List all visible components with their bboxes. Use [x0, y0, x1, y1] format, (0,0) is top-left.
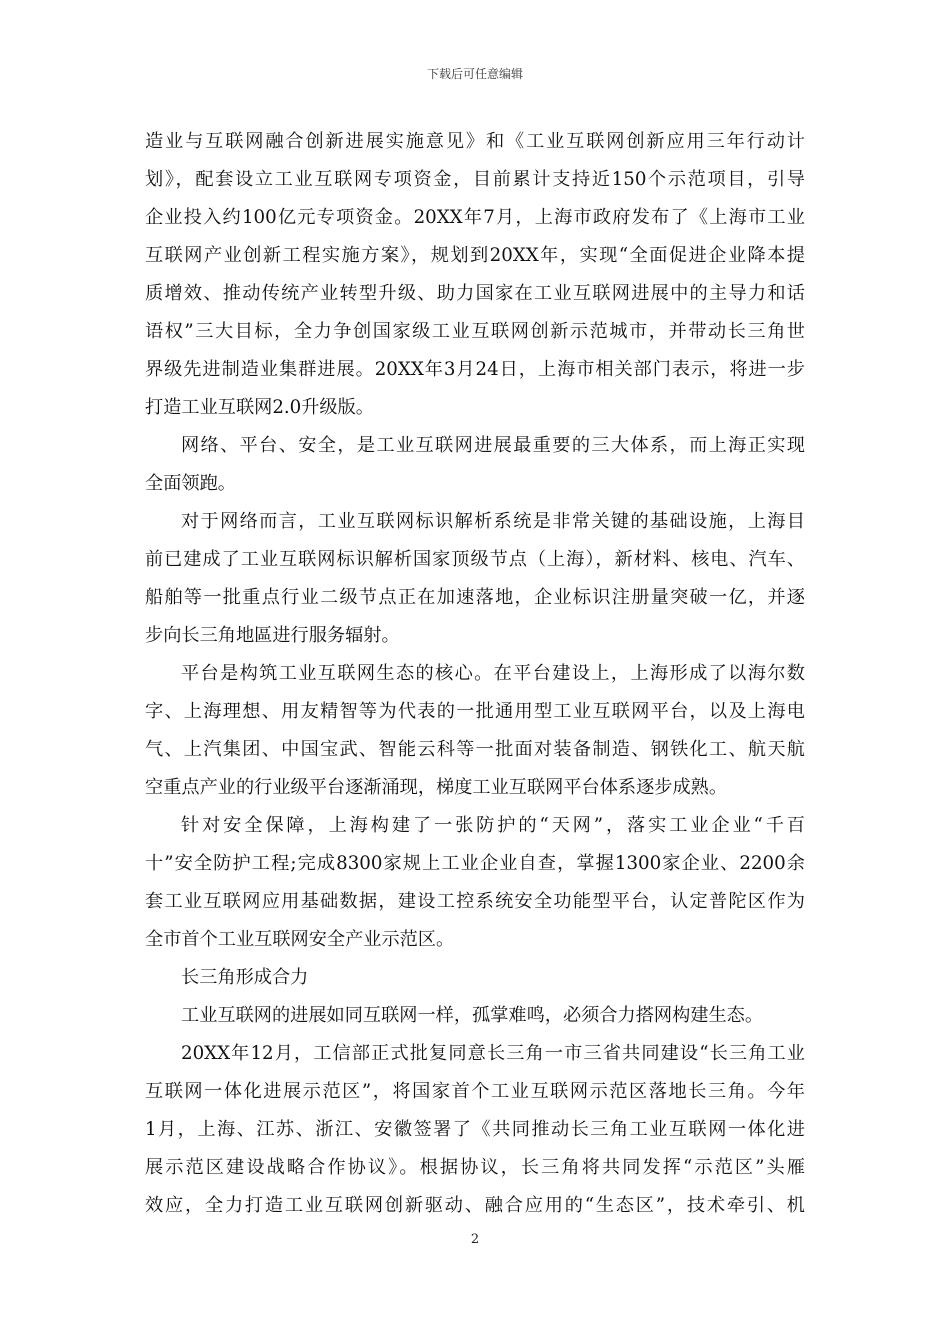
body-text-line: 工业互联网的进展如同互联网一样，孤掌难鸣，必须合力搭网构建生态。 — [181, 1005, 764, 1026]
page-header: 下载后可任意编辑 — [426, 67, 523, 81]
body-text-line: 质增效、推动传统产业转型升级、助力国家在工业互联网进展中的主导力和话 — [145, 283, 805, 304]
body-text-line: 划》，配套设立工业互联网专项资金，目前累计支持近150个示范项目，引导 — [145, 169, 805, 190]
body-text-line: 打造工业互联网2.0升级版。 — [145, 397, 374, 418]
body-text-line: 1月，上海、江苏、浙江、安徽签署了《共同推动长三角工业互联网一体化进 — [145, 1119, 805, 1140]
body-text-line: 套工业互联网应用基础数据，建设工控系统安全功能型平台，认定普陀区作为 — [145, 891, 805, 912]
body-text-line: 20XX年12月，工信部正式批复同意长三角一市三省共同建设“长三角工业 — [181, 1043, 805, 1064]
body-text-line: 空重点产业的行业级平台逐渐涌现，梯度工业互联网平台体系逐步成熟。 — [145, 777, 728, 798]
section-heading: 长三角形成合力 — [181, 967, 309, 988]
body-text-line: 船舶等一批重点行业二级节点正在加速落地，企业标识注册量突破一亿，并逐 — [145, 587, 805, 608]
body-text-line: 互联网产业创新工程实施方案》，规划到20XX年，实现“全面促进企业降本提 — [145, 245, 805, 266]
body-text-line: 互联网一体化进展示范区”，将国家首个工业互联网示范区落地长三角。今年 — [145, 1081, 805, 1102]
body-text-line: 网络、平台、安全，是工业互联网进展最重要的三大体系，而上海正实现 — [181, 435, 805, 456]
body-text-line: 全面领跑。 — [145, 473, 236, 494]
body-text-line: 企业投入约100亿元专项资金。20XX年7月，上海市政府发布了《上海市工业 — [145, 207, 805, 228]
body-text-line: 气、上汽集团、中国宝武、智能云科等一批面对装备制造、钢铁化工、航天航 — [145, 739, 805, 760]
body-text-line: 字、上海理想、用友精智等为代表的一批通用型工业互联网平台，以及上海电 — [145, 701, 805, 722]
body-text-line: 展示范区建设战略合作协议》。根据协议，长三角将共同发挥“示范区”头雁 — [145, 1157, 805, 1178]
body-text-line: 对于网络而言，工业互联网标识解析系统是非常关键的基础设施，上海目 — [181, 511, 805, 532]
body-text-line: 步向长三角地區进行服务辐射。 — [145, 625, 400, 646]
page-number: 2 — [470, 1232, 480, 1247]
document-body — [145, 123, 805, 1225]
body-text-line: 效应，全力打造工业互联网创新驱动、融合应用的“生态区”，技术牵引、机 — [145, 1195, 805, 1216]
body-text-line: 针对安全保障，上海构建了一张防护的“天网”，落实工业企业“千百 — [181, 815, 805, 836]
body-text-line: 全市首个工业互联网安全产业示范区。 — [145, 929, 455, 950]
body-text-line: 界级先进制造业集群进展。20XX年3月24日，上海市相关部门表示，将进一步 — [145, 359, 805, 380]
body-text-line: 造业与互联网融合创新进展实施意见》和《工业互联网创新应用三年行动计 — [145, 131, 805, 152]
body-text-line: 十”安全防护工程;完成8300家规上工业企业自查，掌握1300家企业、2200余 — [145, 853, 805, 874]
body-text-line: 语权”三大目标，全力争创国家级工业互联网创新示范城市，并带动长三角世 — [145, 321, 805, 342]
body-text-line: 平台是构筑工业互联网生态的核心。在平台建设上，上海形成了以海尔数 — [181, 663, 805, 684]
body-text-line: 前已建成了工业互联网标识解析国家顶级节点（上海），新材料、核电、汽车、 — [145, 549, 805, 570]
